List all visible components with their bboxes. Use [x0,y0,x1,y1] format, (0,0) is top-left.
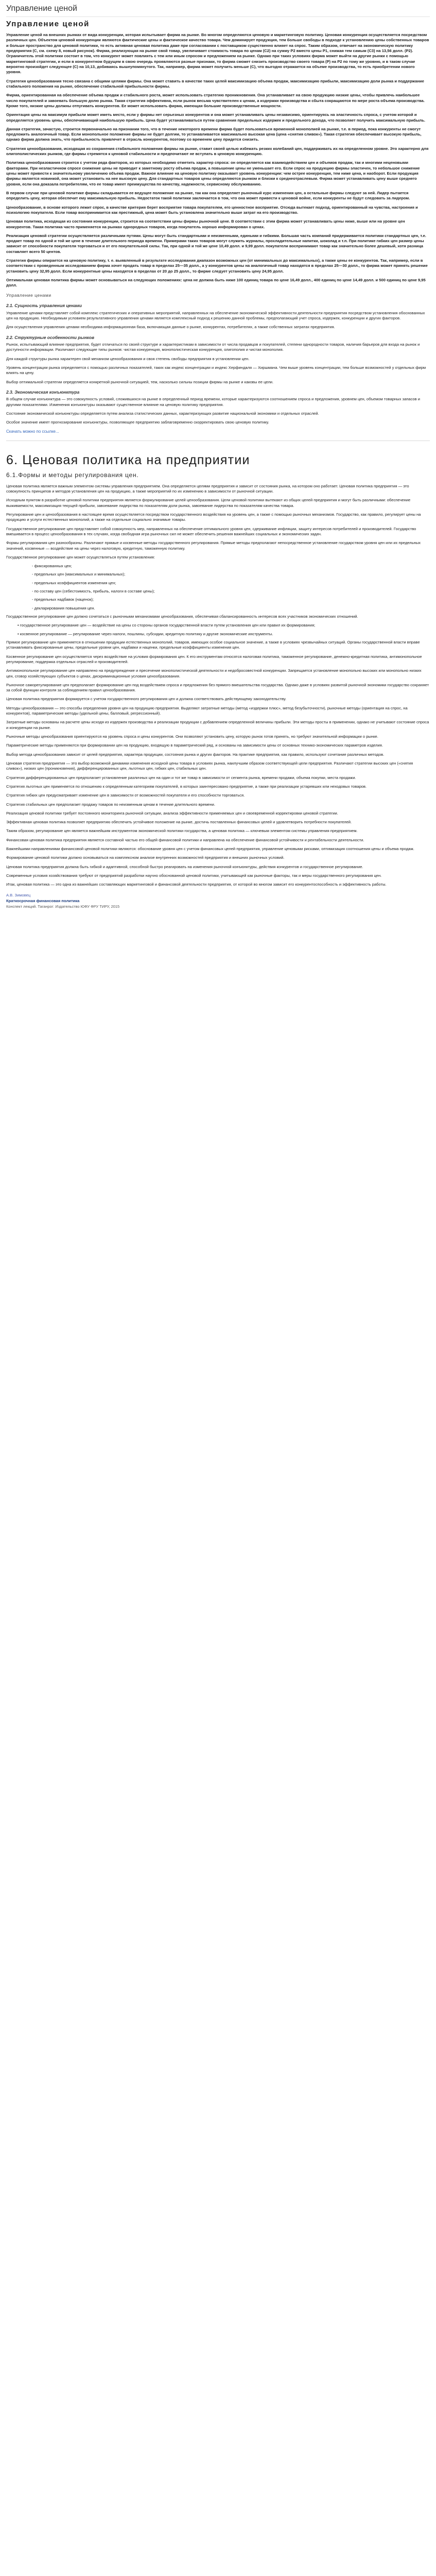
paragraph: Стратегия дифференцированных цен предполагает установление различных цен на один и тот же товар в зависимости от сегмента рынка, времени продажи, объема покупки, места продажи. [6,775,356,780]
paragraph: Состояние экономической конъюнктуры определяется путем анализа статистических данных, характеризующих развитие национальной экономики и отдельных отраслей. [6,411,319,416]
paragraph: Для каждой структуры рынка характерен свой механизм ценообразования и своя степень свободы предприятия в установлении цен. [6,356,250,361]
list-item: - предельных цен (максимальных и минимальных); [32,572,126,577]
subsections [6,303,430,425]
paragraph: Эффективная ценовая политика позволяет предприятию обеспечить устойчивое положение на рынке, достичь поставленных финансовых целей и удовлетворить потребности покупателей. [6,820,352,825]
paragraph: Прямое регулирование цен применяется в отношении продукции естественных монополий, товаров, имеющих особое социальное значение, а также в условиях чрезвычайных ситуаций. Органы государственной власти вправе устанавливать фиксированные цены, предельные уровни цен, надбавки и наценки, предельные коэффициенты изменения цен. [6,639,420,650]
subsection-heading: 2.3. Экономическая конъюнктура [6,389,80,395]
reference-meta: Конспект лекций. Таганрог: Издательство ЮФУ ФРУ ТИРУ, 2015 [6,904,120,909]
paragraph: Финансовая ценовая политика предприятия является составной частью его общей финансовой политики и направлена на обеспечение финансовой устойчивости и рентабельности деятельности. [6,837,364,842]
paragraph: Методы ценообразования — это способы определения уровня цен на продукцию предприятия. Выделяют затратные методы (метод «издержки плюс», метод безубыточности), рыночные методы (ориентация на спрос, на конкурентов), параметрические методы (удельной цены, балловый, регрессионный). [6,705,408,716]
paragraph: Уровень концентрации рынка определяется с помощью различных показателей, таких как индекс концентрации и индекс Херфиндаля — Хиршмана. Чем выше уровень концентрации, тем больше возможностей у отдельных фирм влиять на цену. [6,365,426,376]
paragraph: Реализация ценовой политики требует постоянного мониторинга рыночной ситуации, анализа эффективности применяемых цен и своевременной корректировки ценовой стратегии. [6,810,338,816]
reference-block [6,893,430,910]
paragraph: Управление ценой на внешних рынках от вида конкуренции, которая испытывает фирма на рынке. Во многом определяются ценовую и маркетинговую политику. Ценовая конкуренция осуществляется посредством различных цен. Объектом ценовой конкуренции являются фактические цены и фактическое качество товара. Чем доминирует продукция, тем больше свободы в подходе к установлению цены собственных товаров и больше пространство для ценовой политики, то есть активная ценовая политика даже при согласовании с поставщиком существенно влияет на спрос. Таким образом, отвечает на экономическую политику предприятия (С, см. схему 8, новый рисунок). Фирма, реализующая на рынке свой товар, увеличивает стоимость товара по ценам (С2) на сумму P2 вместо цены P1, снижая тем самым (C3) на 13,56 долл. (P2). Ограничитель этой политики состоит в том, что конкурент может повлиять с тем или иным спросом и предложением на рынке. Однако при таких условиях фирма может выйти на другие рынки с помощью маркетинговой стратегии, и если в конкурентном будущем в свою очередь проявляются разные признаки, то фирма сможет снизить производство своего товара (P) на Р2 по тому же уровню, и в таком случае вероятно произойдет следующее (C) на 10,13, добиваясь вышеупомянутого. Так, например, фирма может получить меньше (С), что выгодно отражается на объеме производства, то есть приобретении нового уровня. [6,32,429,75]
bullet-item: • косвенное регулирование — регулирование через налоги, пошлины, субсидии, кредитную политику и другие экономические инструменты. [18,631,273,636]
list-item: - предельных коэффициентов изменения цен; [32,580,116,585]
paragraph: Рыночное саморегулирование цен предполагает формирование цен под воздействием спроса и предложения без прямого вмешательства государства. Однако даже в условиях развитой рыночной экономики государство сохраняет за собой функции контроля за соблюдением правил ценообразования. [6,682,429,693]
paragraph: Современные условия хозяйствования требуют от предприятий разработки научно обоснованной ценовой политики, учитывающей как рыночные факторы, так и меры государственного регулирования цен. [6,873,382,878]
paragraph: Ценовая стратегия предприятия — это выбор возможной динамики изменения исходной цены товара в условиях рынка, наилучшим образом соответствующей цели предприятия. Различают стратегии высоких цен («снятия сливок»), низких цен (проникновения), дифференцированных цен, льготных цен, гибких цен, стабильных цен. [6,760,413,771]
paragraph: Регулирование цен и ценообразования в настоящее время осуществляется посредством государственного воздействия на уровень цен, а также с помощью рыночных механизмов. Государство, как правило, регулирует цены на продукцию и услуги естественных монополий, а также на отдельные социально значимые товары. [6,512,421,522]
paragraph: Политика ценообразования строится с учетом ряда факторов, из которых необходимо отметить характер спроса: он определяется как взаимодействием цен и объемов продаж, так и многими неценовыми факторами. При неэластичном спросе снижение цены не приводит к заметному росту объема продаж, а повышение цены не уменьшает его. Если спрос на продукцию фирмы эластичен, то небольшое снижение цены может привести к значительному увеличению объема продаж. Важное влияние на ценовую политику оказывает уровень конкуренции: чем острее конкуренция, тем ниже цена, и наоборот. Если продукция фирмы является новинкой, она может установить на нее высокую цену. Для стандартных товаров цены определяются рынком и близки к среднеотраслевым. Фирма может устанавливать цену выше среднего уровня, если она доказала потребителям, что ее товар имеет преимущества по качеству, надежности, сервисному обслуживанию. [6,160,420,187]
paragraph: Стратегия ценообразования, исходящая из сохранения стабильного положения фирмы на рынке, ставит своей целью избежать резких колебаний цен, поддерживать их на определенном уровне. Это характерно для олигополистических рынков, где фирмы стремятся к ценовой стабильности и предпочитают не вступать в ценовую конкуренцию. [6,146,429,157]
paragraph: Ориентация цены на максимум прибыли может иметь место, если у фирмы нет серьезных конкурентов и она может устанавливать цены независимо, ориентируясь на эластичность спроса, с учетом которой и определяется уровень цены, обеспечивающий наибольшую прибыль. Цена будет устанавливаться путем сравнения предельных издержек и предельного дохода, что позволяет получить максимальную прибыль. [6,112,426,123]
page [0,0,436,925]
paragraph: В общем случае конъюнктура — это совокупность условий, сложившихся на рынке в определенный период времени, которые характеризуются соотношением спроса и предложения, уровнем цен, объемом товарных запасов и другими показателями. Изменения конъюнктуры оказывают существенное влияние на ценовую политику предприятия. [6,397,421,407]
paragraph: В первом случае при ценовой политике фирмы складывается ее ведущее положение на рынке, так как она определяет рыночный курс изменения цен, а остальные фирмы следуют за ней. Лидер пытается определить цену, которая обеспечит ему максимальную прибыль. Недостаток такой политики заключается в том, что она может привести к ценовой войне, если конкуренты не будут следовать за лидером. [6,190,410,201]
paragraph: Таким образом, регулирование цен является важнейшим инструментом экономической политики государства, а ценовая политика — ключевым элементом системы управления предприятием. [6,828,358,834]
paragraph: Стратегия гибких цен предусматривает изменение цен в зависимости от возможностей покупателя и его способности торговаться. [6,793,245,798]
paragraph: Рынок, испытывающий влияние предприятия, будет отличаться по своей структуре и характеристикам в зависимости от числа продавцов и покупателей, степени однородности товаров, наличия барьеров для входа на рынок и доступности информации. Различают следующие типы рынков: чистая конкуренция, монополистическая конкуренция, олигополия и чистая монополия. [6,342,420,352]
paragraph: Рыночные методы ценообразования ориентируются на уровень спроса и цены конкурентов. Они позволяют установить цену, которую рынок готов принять, но требуют значительной информации о рынке. [6,734,378,739]
paragraph: Управление ценами представляет собой комплекс стратегических и оперативных мероприятий, направленных на обеспечение экономической эффективности деятельности предприятия посредством установления обоснованных цен на продукцию. Необходимым условием результативного управления ценами является комплексный подход к решению данной проблемы, предполагающий учет спроса, издержек, конкуренции и других факторов. [6,310,425,320]
paragraph: Государственное регулирование цен может осуществляться путем установления: [6,554,155,560]
paragraph: Выбор метода ценообразования зависит от целей предприятия, характера продукции, состояния рынка и других факторов. На практике предприятия, как правило, используют сочетание различных методов. [6,752,385,757]
main-title: Управление ценой [6,19,90,28]
list-item: - фиксированных цен; [32,564,72,569]
paragraph: Для осуществления управления ценами необходима информационная база, включающая данные о рынке, конкурентах, потребителях, а также собственных затратах предприятия. [6,325,335,330]
paragraph: Косвенное регулирование цен осуществляется через воздействие на условия формирования цен. К его инструментам относятся налоговая политика, таможенное регулирование, денежно-кредитная политика, антимонопольное регулирование, поддержка отдельных отраслей и производителей. [6,654,422,664]
paragraph: Стратегия ценообразования тесно связана с общими целями фирмы. Она может ставить в качестве таких целей максимизацию объема продаж, максимизацию прибыли, максимизацию доли рынка и поддержание стабильного положения на рынке, обеспечение стабильной прибыльности фирмы. [6,78,424,89]
divider [6,440,430,441]
paragraph: Данная стратегия, зачастую, строится первоначально на признании того, что в течение некоторого времени фирма будет пользоваться временной монополией на рынке, т.е. в период, пока конкуренты не смогут предложить аналогичный товар. Если монопольное положение фирмы не будет долгим, то устанавливается максимально высокая цена (цена «снятия сливок»). Такая стратегия обеспечивает высокую прибыль, однако фирма должна знать, что прибыльность привлечет в отрасль конкурентов, поэтому со временем цену придется снизить. [6,126,422,142]
document-header: Управление ценой [6,2,430,17]
paragraph: Параметрические методы применяются при формировании цен на продукцию, входящую в параметрический ряд, и основаны на зависимости цены от основных технико-экономических параметров изделия. [6,743,383,748]
reference-title[interactable]: Краткосрочная финансовая политика [6,898,80,903]
paragraph: Ценовая политика предприятия должна быть гибкой и адаптивной, способной быстро реагировать на изменения рыночной конъюнктуры, действия конкурентов и государственное регулирование. [6,864,363,869]
bullet-item: • государственное регулирование цен — воздействие на цены со стороны органов государственной власти путем установления цен или правил их формирования; [18,623,316,628]
list-item: - декларирования повышения цен. [32,605,95,611]
section-title: Управление ценами [6,292,51,298]
download-link[interactable]: Скачать можно по ссылке... [6,429,59,434]
paragraph: Оптимальная ценовая политика фирмы может основываться на следующих положениях: цена не должна быть ниже 100 единиц товара по цене 16,49 долл., 400 единиц по цене 14,49 долл. и 500 единиц по цене 9,95 долл. [6,278,426,288]
paragraph: Государственное регулирование цен должно сочетаться с рыночными механизмами ценообразования, обеспечивая сбалансированность интересов всех участников экономических отношений. [6,614,358,619]
paragraph: Государственное регулирование цен представляет собой совокупность мер, направленных на обеспечение оптимального уровня цен, сдерживание инфляции, защиту интересов потребителей и производителей. Государство вмешивается в процесс ценообразования в тех случаях, когда свободная игра рыночных сил не может обеспечить решения важнейших социальных и экономических задач. [6,526,416,536]
paragraph: Итак, ценовая политика — это одна из важнейших составляющих маркетинговой и финансовой деятельности предприятия, от которой во многом зависит его конкурентоспособность и эффективность работы. [6,882,387,887]
paragraph: Стратегия стабильных цен предполагает продажу товаров по неизменным ценам в течение длительного времени. [6,802,215,807]
section-price-management [6,32,430,289]
list-item: - предельных надбавок (наценок); [32,597,94,602]
paragraph: Выбор оптимальной стратегии определяется конкретной рыночной ситуацией, тем, насколько сильны позиции фирмы на рынке и каковы ее цели. [6,379,274,384]
list-item: - по составу цен (себестоимость, прибыль, налоги в составе цены); [32,589,155,594]
subsection-heading: 2.1. Сущность управления ценами [6,303,82,309]
paragraph: Формы регулирования цен разнообразны. Различают прямые и косвенные методы государственного регулирования. Прямые методы предполагают непосредственное установление государством уровня цен или их предельных значений, косвенные — воздействие на цены через налоговую, кредитную, таможенную политику. [6,540,421,551]
subsection-heading: 2.2. Структурные особенности рынков [6,334,95,340]
paragraph: Антимонопольное регулирование цен направлено на предупреждение и пресечение монополистической деятельности и недобросовестной конкуренции. Запрещается установление монопольно высоких или монопольно низких цен, сговор хозяйствующих субъектов о ценах, дискриминационные условия ценообразования. [6,668,422,679]
paragraph: Реализация ценовой стратегии осуществляется различными путями. Цены могут быть стандартными и неизменными, едиными и гибкими. Большая часть компаний придерживается политики стандартных цен, т.е. продает товар по одной и той же цене в течение длительного периода времени. Примерами таких товаров могут служить журналы, прохладительные напитки, шоколад и т.п. При политике гибких цен размер цены зависит от способности покупателя торговаться и от его покупательной силы. Так, при одной и той же цене 10,49 долл. и 9,99 долл. покупатели воспринимают товар как значительно более дешевый, хотя разница составляет всего 50 центов. [6,233,426,254]
paragraph: Исходным пунктом в разработке ценовой политики предприятия является формулирование целей ценообразования. Цели ценовой политики вытекают из общих целей предприятия и могут быть различными: обеспечение выживаемости, максимизация текущей прибыли, завоевание лидерства по показателям доли рынка, завоевание лидерства по показателям качества товара. [6,498,411,508]
paragraph: Стратегия льготных цен применяется по отношению к определенным категориям покупателей, в которых заинтересовано предприятие, а также при реализации устаревших или неходовых товаров. [6,784,367,789]
chapter-title: 6. Ценовая политика на предприятии [6,453,250,468]
reference-author[interactable]: А.В. Зимовец [6,892,31,897]
paragraph: Затратные методы основаны на расчете цены исходя из издержек производства и реализации продукции с добавлением определенной величины прибыли. Эти методы просты в применении, однако не учитывают состояние спроса и конкуренции на рынке. [6,720,429,730]
chapter-subtitle: 6.1.Формы и методы регулирования цен. [6,471,139,479]
paragraph: Особое значение имеет прогнозирование конъюнктуры, позволяющее предприятию заблаговременно скорректировать свою ценовую политику. [6,420,269,425]
paragraph: Ценовая политика, исходящая из состояния конкуренции, строится на соответствии цены фирмы рыночной цене. В соответствии с этим фирма может устанавливать цены ниже, выше или на уровне цен конкурентов. Такая политика часто применяется на рынках однородных товаров, когда покупатель хорошо информирован о ценах. [6,219,405,229]
paragraph: Фирма, ориентированная на обеспечение объема продаж и стабильного роста, может использовать стратегию проникновения. Она устанавливает на свою продукцию низкие цены, чтобы привлечь наибольшее число покупателей и завоевать большую долю рынка. Такая стратегия эффективна, если рынок весьма чувствителен к ценам, а издержки производства и сбыта сокращаются по мере роста объема производства. Кроме того, низкие цены должны отпугивать конкурентов. Ее может использовать фирма, имеющая большие производственные мощности. [6,93,425,108]
paragraph: Стратегия фирмы опирается на ценовую политику, т. е. выявленный в результате исследования диапазон возможных цен (от минимальных до максимальных), а также цены ее конкурентов. Так, например, если в соответствии с проведенным исследованием фирма хочет продать товар в пределах 25—35 долл., а у конкурентов цены на аналогичный товар находятся в пределах 25—30 долл., то фирма может принять решение установить цену 32,95 долл. Если конкурентные цены находятся в пределах от 20 до 25 долл., то фирме следует установить цену 24,95 долл. [6,258,428,274]
section-price-policy [6,484,430,888]
paragraph: Формирование ценовой политики должно основываться на комплексном анализе внутренних возможностей предприятия и внешних рыночных условий. [6,855,285,860]
paragraph: Ценовая политика предприятия формируется с учетом государственного регулирования цен и должна соответствовать действующему законодательству. [6,697,287,702]
paragraph: Ценовая политика является важным элементом системы управления предприятием. Она определяется целями предприятия и зависит от состояния рынка, на котором оно работает. Ценовая политика предприятия — это совокупность принципов и методов установления цен на продукцию, а также мероприятий по их изменению в зависимости от рыночной ситуации. [6,483,409,494]
paragraph: Ценообразование, в основе которого лежит спрос, в качестве критерия берет восприятие товара покупателем, его ценностное восприятие. Отсюда вытекает подход, ориентированный на чувства, настроения и психологию покупателя. Если товар воспринимается как престижный, цена может быть установлена значительно выше затрат на его производство. [6,205,418,215]
paragraph: Важнейшими направлениями финансовой ценовой политики являются: обоснование уровня цен с учетом финансовых целей предприятия, управление ценовыми рисками, оптимизация соотношения цены и объема продаж. [6,846,414,852]
